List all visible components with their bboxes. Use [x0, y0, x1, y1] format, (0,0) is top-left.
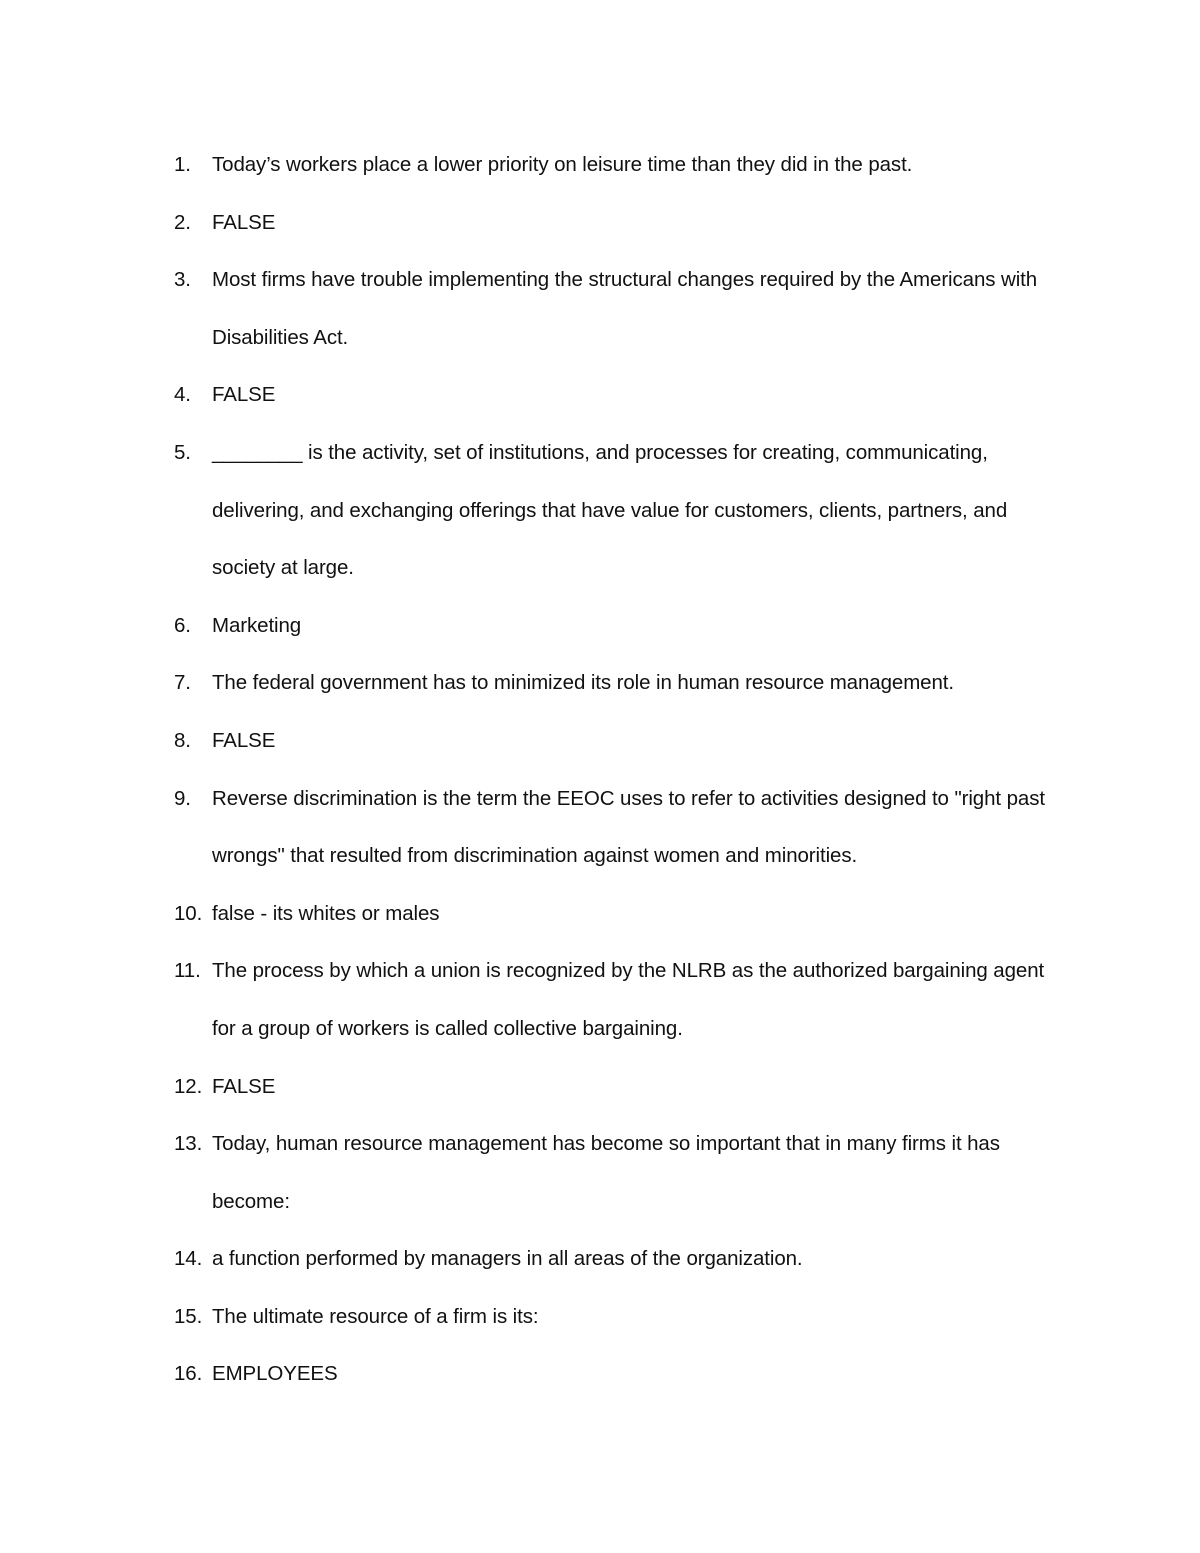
item-number: 2. — [174, 210, 191, 234]
item-text: Most firms have trouble implementing the structural changes required by the Americans with Disabilities Act. — [212, 268, 1038, 349]
item-text: The process by which a union is recognized by the NLRB as the authorized bargaining agent for a group of workers is called collective bargaining. — [212, 959, 1045, 1040]
item-number: 12. — [174, 1074, 203, 1098]
item-number: 15. — [174, 1304, 203, 1328]
list-item — [174, 366, 1074, 424]
list-item — [174, 1058, 1074, 1116]
numbered-list — [174, 136, 1074, 1403]
list-item — [174, 424, 1074, 597]
item-text: a function performed by managers in all areas of the organization. — [212, 1247, 803, 1271]
item-text: EMPLOYEES — [212, 1362, 338, 1386]
list-item — [174, 712, 1074, 770]
item-number: 9. — [174, 786, 191, 810]
item-number: 3. — [174, 268, 191, 292]
item-number: 11. — [174, 959, 201, 983]
list-item — [174, 942, 1074, 1057]
item-text: Today, human resource management has become so important that in many firms it has become: — [212, 1132, 1000, 1213]
list-item — [174, 1288, 1074, 1346]
list-item — [174, 136, 1074, 194]
list-item — [174, 885, 1074, 943]
item-number: 4. — [174, 383, 191, 407]
list-item — [174, 770, 1074, 885]
item-text: Today’s workers place a lower priority on leisure time than they did in the past. — [212, 153, 913, 176]
item-text: ________ is the activity, set of institutions, and processes for creating, communicating, delivering, and exchanging offerings that have value for customers, clients, partners, and society at large. — [212, 440, 1008, 580]
list-item — [174, 251, 1074, 366]
item-text: FALSE — [212, 1074, 276, 1098]
item-text: The federal government has to minimized its role in human resource management. — [212, 671, 954, 695]
item-number: 10. — [174, 901, 203, 925]
item-number: 13. — [174, 1132, 203, 1156]
item-number: 16. — [174, 1362, 203, 1386]
item-number: 7. — [174, 671, 191, 695]
item-text: FALSE — [212, 728, 276, 752]
item-text: Marketing — [212, 613, 302, 637]
list-item — [174, 654, 1074, 712]
list-item — [174, 194, 1074, 252]
list-item — [174, 1230, 1074, 1288]
item-text: The ultimate resource of a firm is its: — [212, 1304, 539, 1328]
list-item — [174, 597, 1074, 655]
item-number: 14. — [174, 1247, 203, 1271]
item-number: 1. — [174, 153, 191, 176]
list-item — [174, 1115, 1074, 1230]
item-number: 6. — [174, 613, 191, 637]
item-text: FALSE — [212, 210, 276, 234]
item-number: 5. — [174, 440, 191, 464]
list-item — [174, 1345, 1074, 1403]
item-text: FALSE — [212, 383, 276, 407]
item-text: Reverse discrimination is the term the EEOC uses to refer to activities designed to "right past wrongs" that resulted from discrimination against women and minorities. — [212, 786, 1045, 868]
item-text: false - its whites or males — [212, 901, 440, 925]
item-number: 8. — [174, 728, 191, 752]
